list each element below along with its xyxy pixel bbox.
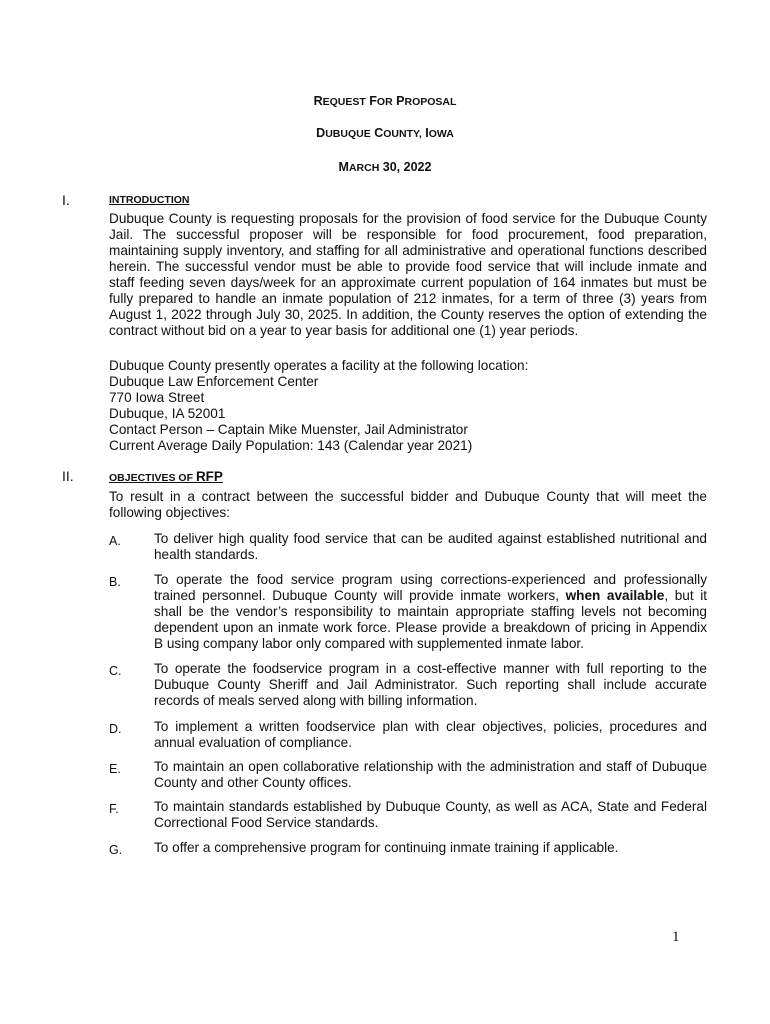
section-2-number: II. [62, 468, 74, 484]
title-county: DUBUQUE COUNTY, IOWA [316, 126, 454, 140]
objective-letter: D. [109, 722, 122, 736]
objective-text: To offer a comprehensive program for continuing inmate training if applicable. [154, 840, 619, 855]
location-line: Dubuque Law Enforcement Center [109, 374, 319, 389]
objective-text-part: To operate the food service program using corrections-experienced and professionally trained personnel. Dubuque County will provide inmate workers, [154, 572, 707, 603]
objective-text [154, 572, 707, 652]
objective-text-part: , but it shall be the vendor’s responsibility to maintain appropriate staffing levels not becoming dependent upon an inmate work force. Please provide a breakdown of pricing in Appendix B using company labor only compared with supplemented inmate labor. [154, 588, 707, 651]
objective-letter: F. [109, 802, 119, 816]
title-request-for-proposal: REQUEST FOR PROPOSAL [313, 94, 457, 108]
objective-item [109, 661, 707, 709]
section-2-title-big: RFP [195, 469, 223, 484]
section-1-number: I. [62, 192, 70, 208]
objective-item [109, 840, 707, 856]
location-line: 770 Iowa Street [109, 390, 205, 405]
section-2-title-small: OBJECTIVES OF [109, 472, 194, 484]
objective-text: To maintain standards established by Dubuque County, as well as ACA, State and Federal Correctional Food Service standards. [154, 799, 707, 830]
objective-letter: G. [109, 843, 123, 857]
objective-letter: C. [109, 664, 122, 678]
objective-letter: B. [109, 575, 121, 589]
objective-item [109, 719, 707, 751]
section-2-intro: To result in a contract between the successful bidder and Dubuque County that will meet the following objectives: [109, 489, 707, 520]
section-1-paragraph: Dubuque County is requesting proposals for the provision of food service for the Dubuque County Jail. The successful proposer will be responsible for food procurement, food preparation, maintaining supply inventory, and staffing for all administrative and operational functions described herein. The successful vendor must be able to provide food service that will include inmate and staff feeding seven days/week for an approximate current population of 164 inmates but must be fully prepared to handle an inmate population of 212 inmates, for a term of three (3) years from August 1, 2022 through July 30, 2025. In addition, the County reserves the option of extending the contract without bid on a year to year basis for additional one (1) year periods. [109, 211, 707, 338]
objective-letter: A. [109, 534, 121, 548]
objective-item [109, 799, 707, 831]
objective-letter: E. [109, 762, 121, 776]
objective-item [109, 759, 707, 791]
section-2-title [109, 469, 223, 484]
location-line: Current Average Daily Population: 143 (Calendar year 2021) [109, 438, 473, 453]
location-line: Dubuque County presently operates a facility at the following location: [109, 358, 529, 373]
title-date: MARCH 30, 2022 [338, 160, 432, 174]
objective-item [109, 572, 707, 652]
location-line: Contact Person – Captain Mike Muenster, Jail Administrator [109, 422, 468, 437]
location-line: Dubuque, IA 52001 [109, 406, 226, 421]
objective-text: To operate the foodservice program in a cost-effective manner with full reporting to the Dubuque County Sheriff and Jail Administrator. Such reporting shall include accurate records of meals served along with billing information. [154, 661, 707, 708]
objective-text-bold: when available [565, 588, 665, 603]
objective-text: To implement a written foodservice plan with clear objectives, policies, procedures and annual evaluation of compliance. [154, 719, 707, 750]
section-1-title: INTRODUCTION [109, 194, 190, 206]
objective-text: To maintain an open collaborative relationship with the administration and staff of Dubuque County and other County offices. [154, 759, 707, 790]
objective-item [109, 531, 707, 563]
objective-text: To deliver high quality food service that can be audited against established nutritional and health standards. [154, 531, 707, 562]
page-number: 1 [672, 929, 680, 945]
